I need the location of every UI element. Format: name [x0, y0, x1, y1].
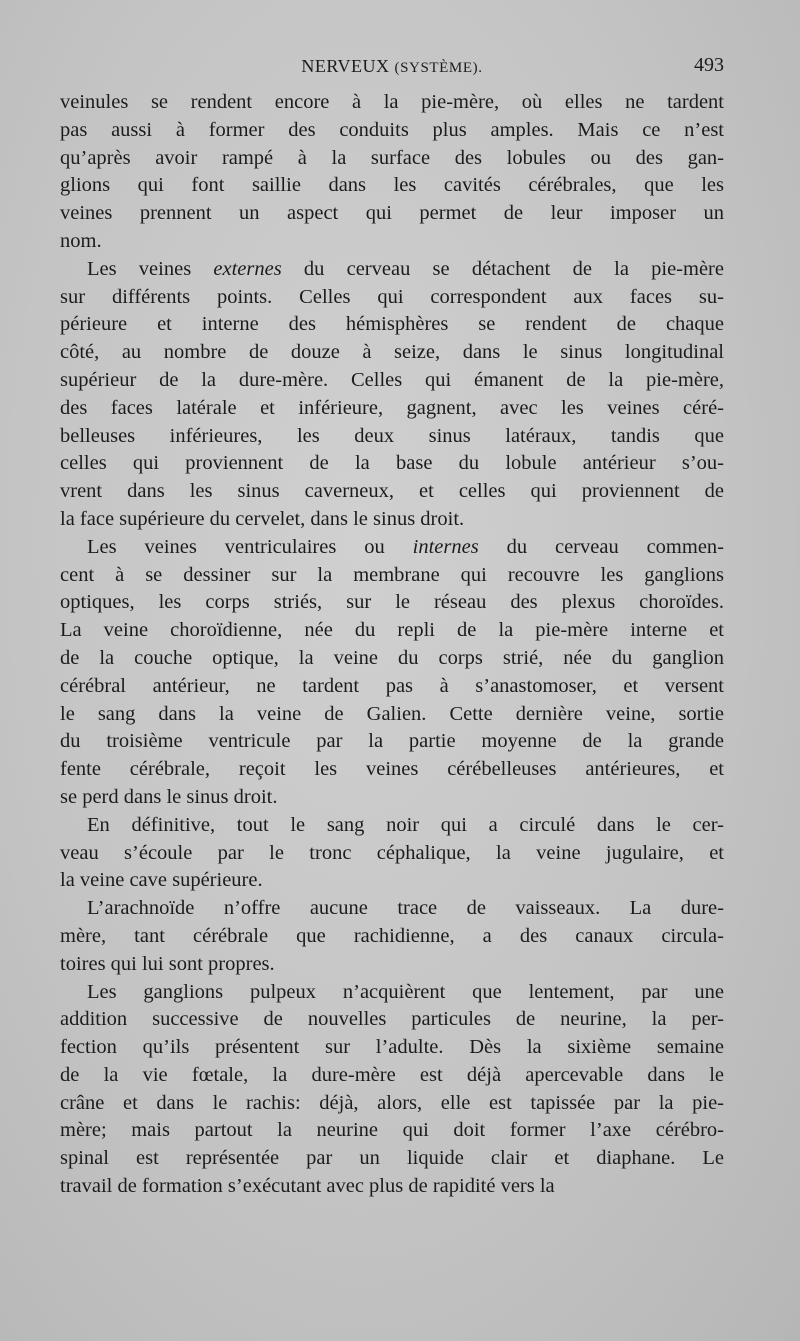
text-line: fente cérébrale, reçoit les veines cérébelleuses antérieures, et [60, 758, 724, 781]
text-line: En définitive, tout le sang noir qui a circulé dans le cer- [87, 813, 724, 836]
page-number: 493 [694, 54, 724, 76]
text-line: veau s’écoule par le tronc céphalique, la veine jugulaire, et [60, 841, 724, 864]
text-line: addition successive de nouvelles particules de neurine, la per- [60, 1008, 724, 1031]
text-line: nom. [60, 229, 102, 252]
paragraph [60, 812, 724, 895]
text-line: cérébral antérieur, ne tardent pas à s’anastomoser, et versent [60, 674, 724, 697]
text-line: de la couche optique, la veine du corps strié, née du ganglion [60, 646, 724, 669]
text-line: veines prennent un aspect qui permet de leur imposer un [60, 202, 724, 225]
running-title [60, 56, 724, 77]
text-line: spinal est représentée par un liquide clair et diaphane. Le [60, 1147, 724, 1170]
text-line: celles qui proviennent de la base du lobule antérieur s’ou- [60, 452, 724, 475]
text-line: sur différents points. Celles qui correspondent aux faces su- [60, 285, 724, 308]
text-line: se perd dans le sinus droit. [60, 785, 278, 808]
text-line: mère, tant cérébrale que rachidienne, a des canaux circula- [60, 924, 724, 947]
body-text [60, 89, 724, 1201]
text-line: la face supérieure du cervelet, dans le sinus droit. [60, 507, 465, 530]
text-line: vrent dans les sinus caverneux, et celles qui proviennent de [60, 480, 724, 503]
text-line: Les veines ventriculaires ou internes du cerveau commen- [87, 535, 725, 558]
text-line: du troisième ventricule par la partie moyenne de la grande [60, 730, 724, 753]
text-line: de la vie fœtale, la dure-mère est déjà apercevable dans le [60, 1063, 724, 1086]
paragraph [60, 256, 724, 534]
text-line: veinules se rendent encore à la pie-mère, où elles ne tardent [60, 91, 724, 113]
text-line: périeure et interne des hémisphères se rendent de chaque [60, 313, 724, 336]
running-title-paren: (SYSTÈME). [394, 60, 483, 76]
text-line: pas aussi à former des conduits plus amples. Mais ce n’est [60, 118, 724, 141]
paragraph [60, 979, 724, 1201]
text-line: la veine cave supérieure. [60, 869, 263, 892]
text-line: belleuses inférieures, les deux sinus latéraux, tandis que [60, 424, 724, 447]
text-line: qu’après avoir rampé à la surface des lobules ou des gan- [60, 146, 724, 169]
text-line: toires qui lui sont propres. [60, 952, 275, 975]
text-line: Les ganglions pulpeux n’acquièrent que lentement, par une [87, 980, 724, 1003]
text-line: fection qu’ils présentent sur l’adulte. Dès la sixième semaine [60, 1036, 724, 1059]
text-line: glions qui font saillie dans les cavités cérébrales, que les [60, 174, 724, 197]
text-line: côté, au nombre de douze à seize, dans le sinus longitudinal [60, 341, 724, 364]
text-line: le sang dans la veine de Galien. Cette dernière veine, sortie [60, 702, 724, 725]
text-line: L’arachnoïde n’offre aucune trace de vaisseaux. La dure- [87, 897, 724, 920]
text-line: Les veines externes du cerveau se détachent de la pie-mère [87, 257, 724, 280]
text-line: des faces latérale et inférieure, gagnent, avec les veines céré- [60, 396, 724, 419]
page-header [60, 52, 724, 86]
text-line: travail de formation s’exécutant avec plus de rapidité vers la [60, 1175, 555, 1198]
text-line: optiques, les corps striés, sur le réseau des plexus choroïdes. [60, 591, 724, 614]
paragraph [60, 89, 724, 256]
text-line: cent à se dessiner sur la membrane qui recouvre les ganglions [60, 563, 724, 586]
paragraph [60, 534, 724, 812]
text-line: crâne et dans le rachis: déjà, alors, elle est tapissée par la pie- [60, 1091, 724, 1114]
text-line: La veine choroïdienne, née du repli de la pie-mère interne et [60, 619, 724, 642]
text-line: supérieur de la dure-mère. Celles qui émanent de la pie-mère, [60, 368, 724, 391]
paragraph [60, 895, 724, 978]
running-title-main: NERVEUX [301, 56, 390, 76]
text-line: mère; mais partout la neurine qui doit former l’axe cérébro- [60, 1119, 724, 1142]
